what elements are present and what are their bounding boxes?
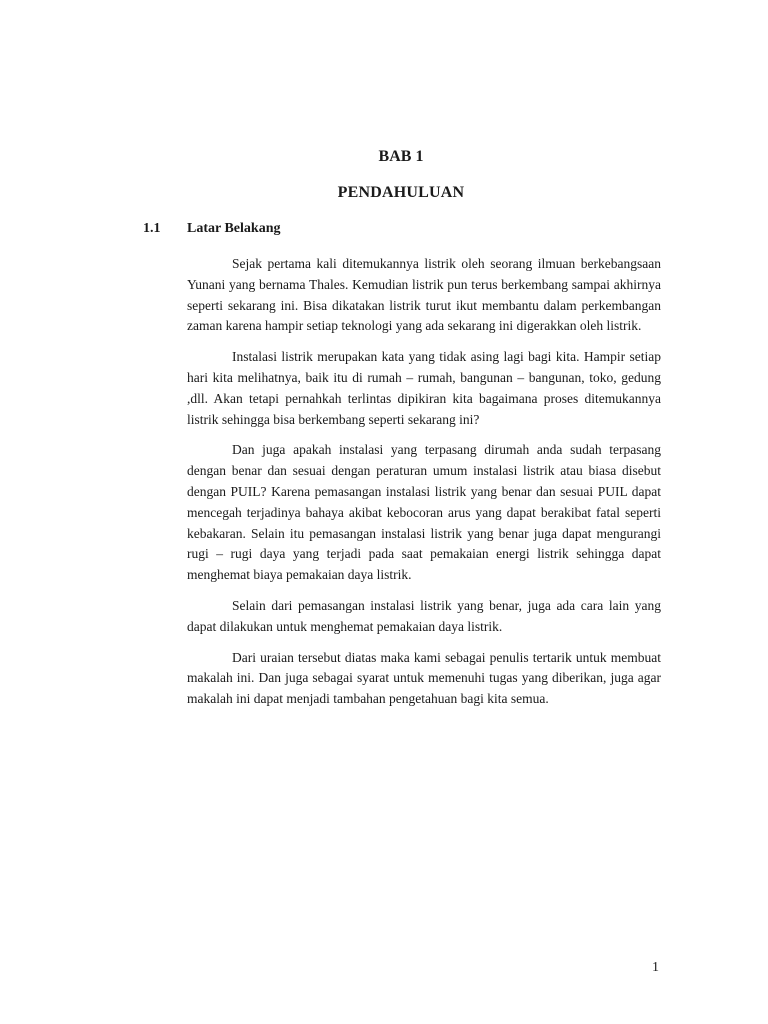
section-heading: [143, 221, 280, 237]
paragraph: Instalasi listrik merupakan kata yang tidak asing lagi bagi kita. Hampir setiap hari kita melihatnya, baik itu di rumah – rumah, bangunan – bangunan, toko, gedung ,dll. Akan tetapi pernahkah terlintas dipikiran kita bagaimana proses ditemukannya listrik sehingga bisa berkembang seperti sekarang ini?: [187, 349, 661, 427]
page-number: 1: [652, 960, 659, 975]
body-text: [187, 254, 661, 720]
chapter-title: PENDAHULUAN: [337, 184, 465, 201]
section-title: Latar Belakang: [187, 221, 281, 236]
section-number: 1.1: [143, 221, 161, 236]
chapter-number: BAB 1: [378, 148, 424, 165]
paragraph: Dan juga apakah instalasi yang terpasang dirumah anda sudah terpasang dengan benar dan sesuai dengan peraturan umum instalasi listrik atau biasa disebut dengan PUIL? Karena pemasangan instalasi listrik yang benar dan sesuai PUIL dapat mencegah terjadinya bahaya akibat kebocoran arus yang dapat berakibat fatal seperti kebakaran. Selain itu pemasangan instalasi listrik yang benar juga dapat mengurangi rugi – rugi daya yang terjadi pada saat pemakaian energi listrik sehingga dapat menghemat biaya pemakaian daya listrik.: [187, 442, 661, 583]
paragraph: Selain dari pemasangan instalasi listrik yang benar, juga ada cara lain yang dapat dilakukan untuk menghemat pemakaian daya listrik.: [187, 597, 661, 634]
paragraph: Dari uraian tersebut diatas maka kami sebagai penulis tertarik untuk membuat makalah ini. Dan juga sebagai syarat untuk memenuhi tugas yang diberikan, juga agar makalah ini dapat menjadi tambahan pengetahuan bagi kita semua.: [187, 649, 661, 707]
paragraph: Sejak pertama kali ditemukannya listrik oleh seorang ilmuan berkebangsaan Yunani yang bernama Thales. Kemudian listrik pun terus berkembang sampai akhirnya seperti sekarang ini. Bisa dikatakan listrik turut ikut membantu dalam perkembangan zaman karena hampir setiap teknologi yang ada sekarang ini digerakkan oleh listrik.: [187, 256, 661, 334]
